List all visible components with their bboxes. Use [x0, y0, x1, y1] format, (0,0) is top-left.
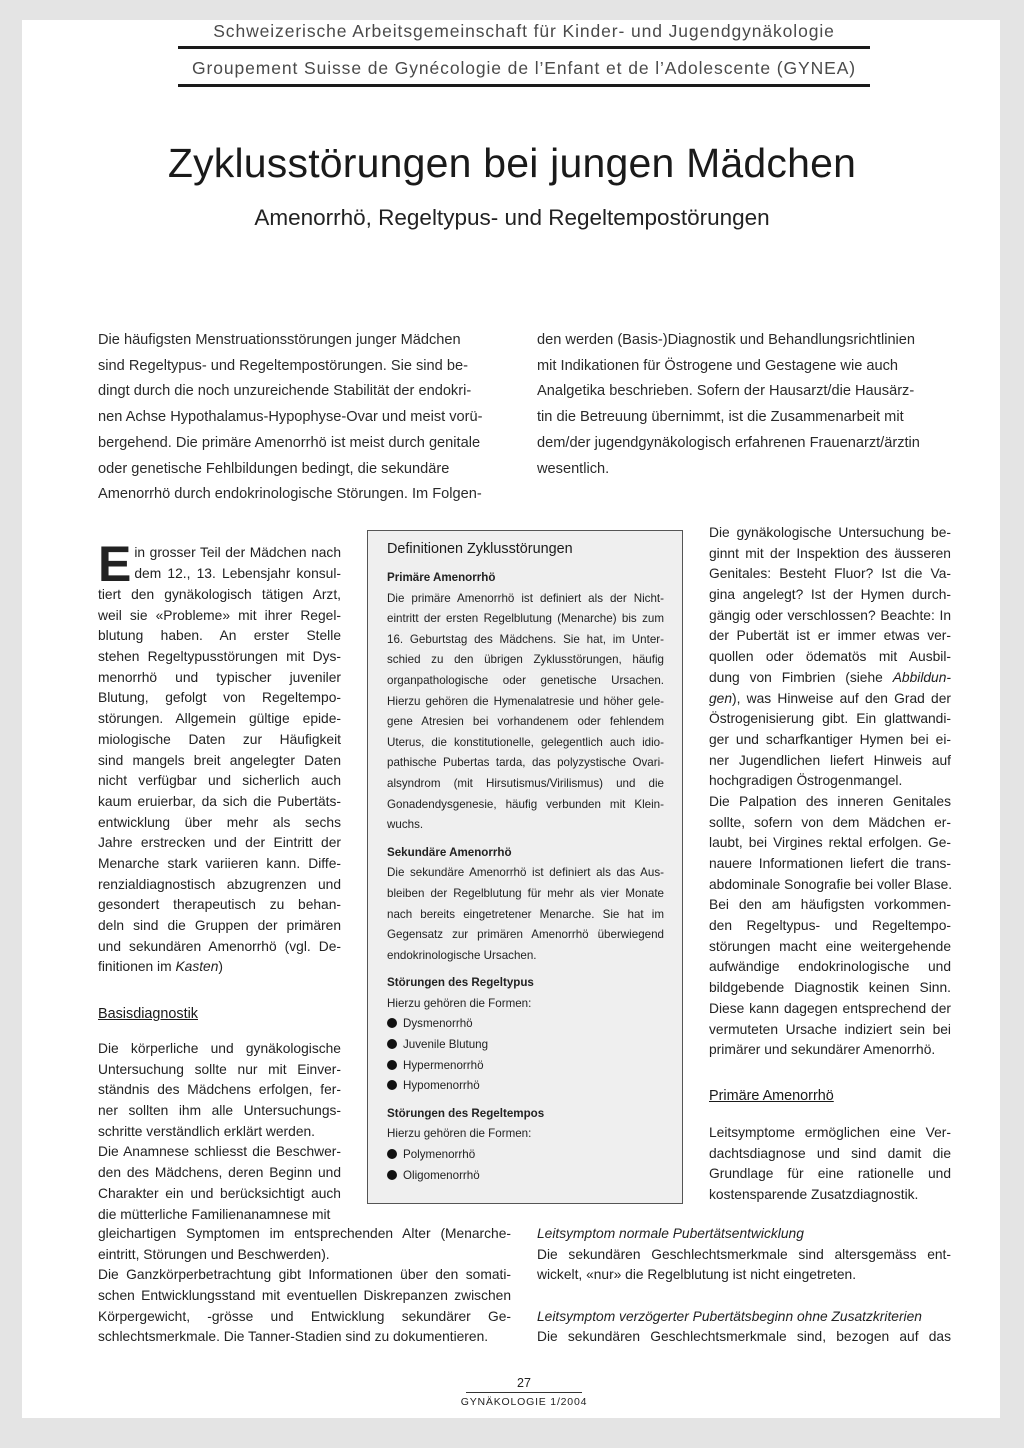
intro-right — [537, 328, 920, 482]
text-line: dem 12., 13. Lebensjahr konsul- — [134, 565, 341, 581]
intro-line: tin die Betreuung übernimmt, ist die Zusammenarbeit mit — [537, 409, 904, 426]
list-item — [387, 1035, 664, 1056]
bullet-icon — [387, 1060, 397, 1070]
header-rule-top — [178, 46, 870, 49]
spacer — [387, 836, 664, 843]
definition-line: Hierzu gehören die Hymenalatresie und höher gele- — [387, 694, 664, 708]
text-line — [709, 668, 951, 689]
definition-line: organpathologische oder genetische Ursachen. — [387, 673, 664, 687]
list-item-label: Polymenorrhö — [403, 1148, 476, 1162]
text-run: dung von Fimbrien (siehe — [709, 669, 893, 685]
definitions-box-title: Definitionen Zyklusstörungen — [387, 541, 573, 557]
intro-line: mit Indikationen für Östrogene und Gestagene wie auch — [537, 357, 899, 374]
definition-heading-sekundaer: Sekundäre Amenorrhö — [387, 845, 512, 859]
bullet-icon — [387, 1018, 397, 1028]
list-item-label: Oligomenorrhö — [403, 1168, 480, 1182]
text-line: stehen Regeltypusstörungen mit Dys- — [98, 649, 341, 665]
drop-cap: E — [98, 536, 132, 592]
text-line: quollen oder ödematös mit Ausbil- — [709, 649, 951, 665]
text-line: sind mangels breit angelegter Daten — [98, 752, 341, 768]
definition-heading-regeltempo: Störungen des Regeltempos — [387, 1106, 545, 1120]
definitions-box-body — [387, 568, 664, 1186]
text-line: Körpergewicht, -grösse und Entwicklung sekundärer Ge- — [98, 1308, 511, 1324]
text-line: den des Mädchens, deren Beginn und — [98, 1165, 341, 1181]
text-line: nicht verfügbar und sicherlich auch — [98, 773, 341, 789]
intro-line: den werden (Basis-)Diagnostik und Behandlungsrichtlinien — [537, 332, 916, 348]
text-line: tiert den gynäkologisch tätigen Arzt, — [98, 587, 341, 602]
text-line: gesondert therapeutisch zu behan- — [98, 897, 341, 913]
spacer — [387, 966, 664, 973]
definition-line: Hierzu gehören die Formen: — [387, 996, 532, 1010]
column-3-body — [709, 523, 951, 1061]
text-line: wickelt, «nur» die Regelblutung ist nicht eingetreten. — [537, 1267, 857, 1283]
text-line: primärer und sekundärer Amenorrhö. — [709, 1042, 936, 1058]
section-heading-basisdiagnostik: Basisdiagnostik — [98, 1006, 198, 1022]
text-line: Die Anamnese schliesst die Beschwer- — [98, 1144, 341, 1160]
subheading-leitsymptom-normal: Leitsymptom normale Pubertätsentwicklung — [537, 1226, 804, 1241]
article-subtitle: Amenorrhö, Regeltypus- und Regeltempostörungen — [254, 205, 770, 230]
intro-line: dingt durch die noch unzureichende Stabilität der endokri- — [98, 383, 472, 400]
definition-line: endokrinologische Ursachen. — [387, 948, 537, 962]
text-line: Untersuchung sollte nur mit Einver- — [98, 1061, 341, 1077]
intro-line: nen Achse Hypothalamus-Hypophyse-Ovar und meist vorü- — [98, 409, 483, 426]
definition-line: nach bereits eingetretener Menarche. Sie hat im — [387, 907, 664, 921]
bullet-icon — [387, 1170, 397, 1180]
bullet-icon — [387, 1039, 397, 1049]
text-line: kaum eruierbar, da sich die Pubertäts- — [98, 793, 341, 809]
text-line: ständnis des Mädchens erfolgen, fer- — [98, 1082, 341, 1098]
list-item-label: Dysmenorrhö — [403, 1017, 473, 1031]
definition-line: bleiben der Regelblutung für mehr als vier Monate — [387, 886, 664, 900]
definition-line: Uterus, die konstitutionelle, gelegentlich auch idio- — [387, 735, 664, 749]
kasten-reference: Kasten — [175, 959, 219, 975]
text-line: gina angelegt? Ist der Hymen durch- — [709, 587, 951, 603]
intro-line: Amenorrhö durch endokrinologische Störungen. Im Folgen- — [98, 486, 482, 503]
list-item — [387, 1014, 664, 1035]
text-line: Bei den am häufigsten vorkommen- — [709, 897, 951, 913]
intro-line: wesentlich. — [537, 460, 610, 477]
text-line: menorrhö und typischer juveniler — [98, 669, 341, 685]
text-line: dachtsdiagnose und sind damit die — [709, 1145, 951, 1161]
list-item — [387, 1166, 664, 1187]
text-line: Die körperliche und gynäkologische — [98, 1041, 341, 1056]
spacer — [387, 1097, 664, 1104]
list-item-label: Hypomenorrhö — [403, 1079, 480, 1093]
column-1-body — [98, 536, 341, 978]
definition-line: Gegensatz zur primären Amenorrhö überwiegend — [387, 928, 664, 942]
text-line: sollte, sofern von dem Mädchen er- — [709, 814, 951, 830]
definition-line: Hierzu gehören die Formen: — [387, 1127, 532, 1141]
abbildungen-reference: Abbildun- — [892, 669, 951, 685]
text-line: Die gynäkologische Untersuchung be- — [709, 525, 951, 540]
text-line: nauere Informationen liefert die trans- — [709, 856, 951, 871]
text-line: ner Jugendlichen liefert Hinweis auf — [709, 752, 951, 768]
article-title: Zyklusstörungen bei jungen Mädchen — [167, 140, 857, 186]
text-line: hochgradigen Östrogenmangel. — [709, 773, 903, 789]
intro-line: bergehend. Die primäre Amenorrhö ist meist durch genitale — [98, 434, 481, 451]
text-line: Charakter ein und berücksichtigt auch — [98, 1185, 341, 1201]
column-1-basis — [98, 1039, 341, 1225]
definition-line: 16. Geburtstag des Mädchens. Sie hat, im Unter- — [387, 632, 664, 646]
text-line: ner sollten ihm alle Untersuchungs- — [98, 1103, 341, 1119]
text-line: aufwändige endokrinologische und — [709, 959, 951, 975]
text-line: Die Palpation des inneren Genitales — [709, 793, 951, 809]
list-item-label: Juvenile Blutung — [403, 1038, 489, 1052]
text-line: eintritt, Störungen und Beschwerden). — [98, 1246, 330, 1262]
text-line-last — [98, 957, 341, 978]
intro-line: oder genetische Fehlbildungen bedingt, die sekundäre — [98, 460, 450, 477]
definition-line: Die sekundäre Amenorrhö ist definiert als das Aus- — [387, 866, 664, 880]
text-line: laubt, bei Virgines rektal erfolgen. Ge- — [709, 835, 951, 851]
text-line: der Pubertät ist er immer etwas ver- — [709, 628, 951, 644]
header-rule-bottom — [178, 84, 870, 87]
text-line: weil sie «Probleme» mit ihrer Regel- — [98, 607, 341, 623]
text-line: renzialdiagnostisch abzugrenzen und — [98, 876, 341, 892]
text-run: finitionen im — [98, 959, 176, 975]
definition-line: Die primäre Amenorrhö ist definiert als der Nicht- — [387, 591, 664, 605]
list-item-label: Hypermenorrhö — [403, 1058, 484, 1072]
bottom-right-text — [537, 1224, 951, 1348]
definitions-box — [367, 530, 683, 1204]
list-item — [387, 1145, 664, 1166]
text-line: miologische Daten zur Häufigkeit — [98, 731, 341, 747]
text-line: blutung haben. An erster Stelle — [98, 628, 341, 644]
list-item — [387, 1056, 664, 1077]
text-line: den Regeltypus- und Regeltempo- — [709, 918, 951, 934]
spacer — [537, 1286, 951, 1307]
text-line: Die Ganzkörperbetrachtung gibt Informationen über den somati- — [98, 1267, 511, 1283]
header-org-german: Schweizerische Arbeitsgemeinschaft für Kinder- und Jugendgynäkologie — [213, 21, 835, 41]
bottom-left-text — [98, 1224, 511, 1348]
page-number: 27 — [517, 1376, 531, 1390]
definition-line: wuchs. — [387, 818, 424, 832]
text-run: ) — [218, 959, 224, 975]
text-run: ), was Hinweise auf den Grad der — [732, 690, 951, 706]
column-3-primaer — [709, 1123, 951, 1206]
intro-line: dem/der jugendgynäkologisch erfahrenen Frauenarzt/ärztin — [537, 434, 920, 451]
definition-line: gene Atresien bei vorhandenem oder fehlendem — [387, 715, 664, 729]
definition-line: alsyndrom (mit Hirsutismus/Virilismus) und die — [387, 776, 664, 790]
text-line: störungen macht eine weitergehende — [709, 938, 951, 954]
definition-line: schied zu den übrigen Zyklusstörungen, häufig — [387, 653, 664, 667]
list-item — [387, 1076, 664, 1097]
intro-line: Analgetika beschrieben. Sofern der Hausarzt/die Hausärz- — [537, 383, 915, 400]
text-line: deln sind die Gruppen der primären — [98, 918, 341, 933]
text-line: ginnt mit der Inspektion des äusseren — [709, 545, 951, 561]
text-line: Diese kann dagegen entsprechend der — [709, 1000, 951, 1016]
text-line: bildgebende Diagnostik keinen Sinn. — [709, 980, 951, 996]
footer-rule — [466, 1392, 582, 1393]
section-heading-primaere-amenorrhoe: Primäre Amenorrhö — [709, 1088, 834, 1104]
bullet-icon — [387, 1149, 397, 1159]
text-line: gängig oder verschlossen? Beachte: In — [709, 607, 951, 623]
definition-line: pathische Pubertas tarda, das polyzystische Ovari- — [387, 756, 664, 770]
text-line: Blutung, gefolgt von Regeltempo- — [98, 690, 341, 706]
text-line: Östrogenisierung gibt. Ein glattwandi- — [709, 711, 951, 727]
text-line: entwicklung über mehr als sechs — [98, 814, 341, 830]
text-line: die mütterliche Familienanamnese mit — [98, 1206, 331, 1222]
text-line: und sekundären Amenorrhö (vgl. De- — [98, 938, 341, 954]
text-line: Jahre erstrecken und der Eintritt der — [98, 835, 341, 851]
text-line: Die sekundären Geschlechtsmerkmale sind, bezogen auf das — [537, 1329, 951, 1345]
header-org-french: Groupement Suisse de Gynécologie de l’Enfant et de l’Adolescente (GYNEA) — [191, 58, 857, 78]
bullet-icon — [387, 1080, 397, 1090]
intro-line: Die häufigsten Menstruationsstörungen junger Mädchen — [98, 332, 461, 348]
text-line: Grundlage für eine rationelle und — [709, 1166, 951, 1182]
text-line: in grosser Teil der Mädchen nach — [134, 545, 341, 560]
definition-line: eintritt der ersten Regelblutung (Menarche) bis zum — [387, 612, 664, 626]
text-line: abdominale Sonografie bei voller Blase. — [709, 876, 953, 892]
text-line: gleichartigen Symptomen im entsprechenden Alter (Menarche- — [98, 1226, 511, 1241]
text-line: Die sekundären Geschlechtsmerkmale sind altersgemäss ent- — [537, 1246, 951, 1262]
text-line: schlechtsmerkmale. Die Tanner-Stadien sind zu dokumentieren. — [98, 1329, 489, 1345]
definition-heading-regeltypus: Störungen des Regeltypus — [387, 976, 534, 990]
definition-line: Gonadendysgenesie, häufig verbunden mit Klein- — [387, 797, 664, 811]
text-line: kostensparende Zusatzdiagnostik. — [709, 1187, 919, 1203]
text-line: ger und scharfkantiger Hymen bei ei- — [709, 731, 951, 747]
subheading-leitsymptom-verzoegert: Leitsymptom verzögerter Pubertätsbeginn ohne Zusatzkriterien — [537, 1308, 922, 1324]
text-line: schritte verständlich erklärt werden. — [98, 1123, 316, 1139]
text-line — [709, 689, 951, 710]
definition-heading-primaer: Primäre Amenorrhö — [387, 571, 496, 584]
text-line: Genitales: Besteht Fluor? Ist die Va- — [709, 566, 951, 582]
abbildungen-reference: gen — [709, 690, 733, 706]
text-line: schen Entwicklungsstand mit eventuellen Diskrepanzen zwischen — [98, 1288, 511, 1304]
intro-left — [98, 328, 482, 508]
text-line: vermuteten Ursache indiziert sein bei — [709, 1021, 951, 1037]
intro-line: sind Regeltypus- und Regeltempostörungen. Sie sind be- — [98, 357, 468, 374]
text-line: Menarche stark variieren kann. Diffe- — [98, 855, 341, 871]
journal-issue: GYNÄKOLOGIE 1/2004 — [460, 1396, 588, 1408]
text-line: Leitsymptome ermöglichen eine Ver- — [709, 1125, 951, 1140]
text-line: störungen. Allgemein gültige epide- — [98, 711, 341, 727]
